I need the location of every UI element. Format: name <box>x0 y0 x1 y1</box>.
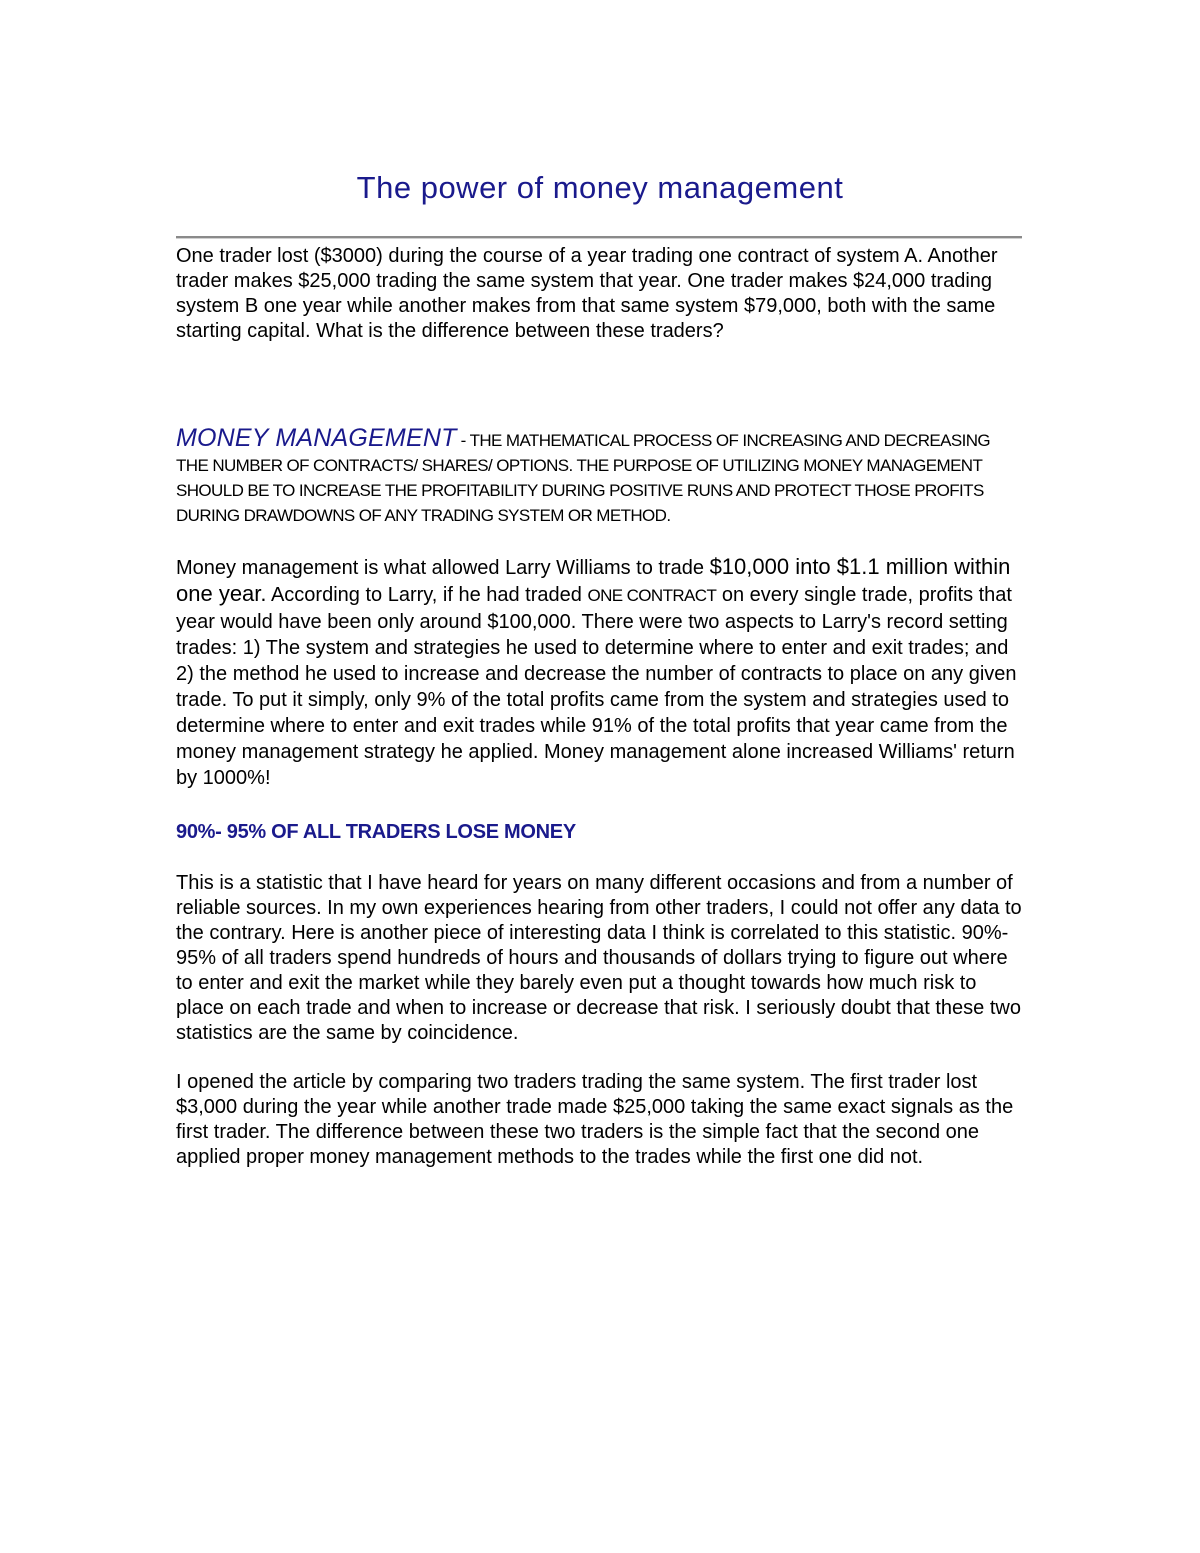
definition-separator: - <box>456 431 470 450</box>
larry-text-part1: Money management is what allowed Larry Williams to trade <box>176 557 710 579</box>
title-divider <box>176 236 1022 239</box>
larry-williams-paragraph <box>176 554 1024 791</box>
larry-text-part3: on every single trade, profits that year would have been only around $100,000. There were two aspects to Larry's record setting trades: 1) The system and strategies he used to determine where to enter and exit trades; and 2) the method he used to increase and decrease the number of contracts to place on any given trade. To put it simply, only 9% of the total profits came from the system and strategies used to determine where to enter and exit trades while 91% of the total profits that year came from the money management strategy he applied. Money management alone increased Williams' return by 1000%! <box>176 584 1017 789</box>
traders-lose-heading: 90%- 95% OF ALL TRADERS LOSE MONEY <box>176 821 576 843</box>
closing-paragraph: I opened the article by comparing two traders trading the same system. The first trader lost $3,000 during the year while another trade made $25,000 taking the same exact signals as the first trader. The difference between these two traders is the simple fact that the second one applied proper money management methods to the trades while the first one did not. <box>176 1071 1014 1168</box>
intro-paragraph: One trader lost ($3000) during the course of a year trading one contract of system A. Another trader makes $25,000 trading the same system that year. One trader makes $24,000 trading system B one year while another makes from that same system $79,000, both with the same starting capital. What is the difference between these traders? <box>176 245 998 342</box>
definition-term: MONEY MANAGEMENT <box>176 424 457 452</box>
statistic-paragraph: This is a statistic that I have heard for years on many different occasions and from a number of reliable sources. In my own experiences hearing from other traders, I could not offer any data to the contrary. Here is another piece of interesting data I think is correlated to this statistic. 90%- 95% of all traders spend hundreds of hours and thousands of dollars trying to figure out where to enter and exit the market while they barely even put a thought towards how much risk to place on each trade and when to increase or decrease that risk. I seriously doubt that these two statistics are the same by coincidence. <box>176 872 1022 1044</box>
larry-highlight: $10,000 into $1.1 million within one year. <box>176 554 1011 606</box>
larry-text-part2: According to Larry, if he had traded <box>266 584 588 606</box>
document-title: The power of money management <box>356 170 844 205</box>
definition-paragraph <box>176 426 1024 528</box>
definition-text: THE MATHEMATICAL PROCESS OF INCREASING AND DECREASING THE NUMBER OF CONTRACTS/ SHARES/ OPTIONS. THE PURPOSE OF UTILIZING MONEY MANAGEMENT SHOULD BE TO INCREASE THE PROFITABILITY DURING POSITIVE RUNS AND PROTECT THOSE PROFITS DURING DRAWDOWNS OF ANY TRADING SYSTEM OR METHOD. <box>176 431 991 525</box>
larry-caps: ONE CONTRACT <box>587 586 717 605</box>
document-page <box>176 160 1024 1170</box>
